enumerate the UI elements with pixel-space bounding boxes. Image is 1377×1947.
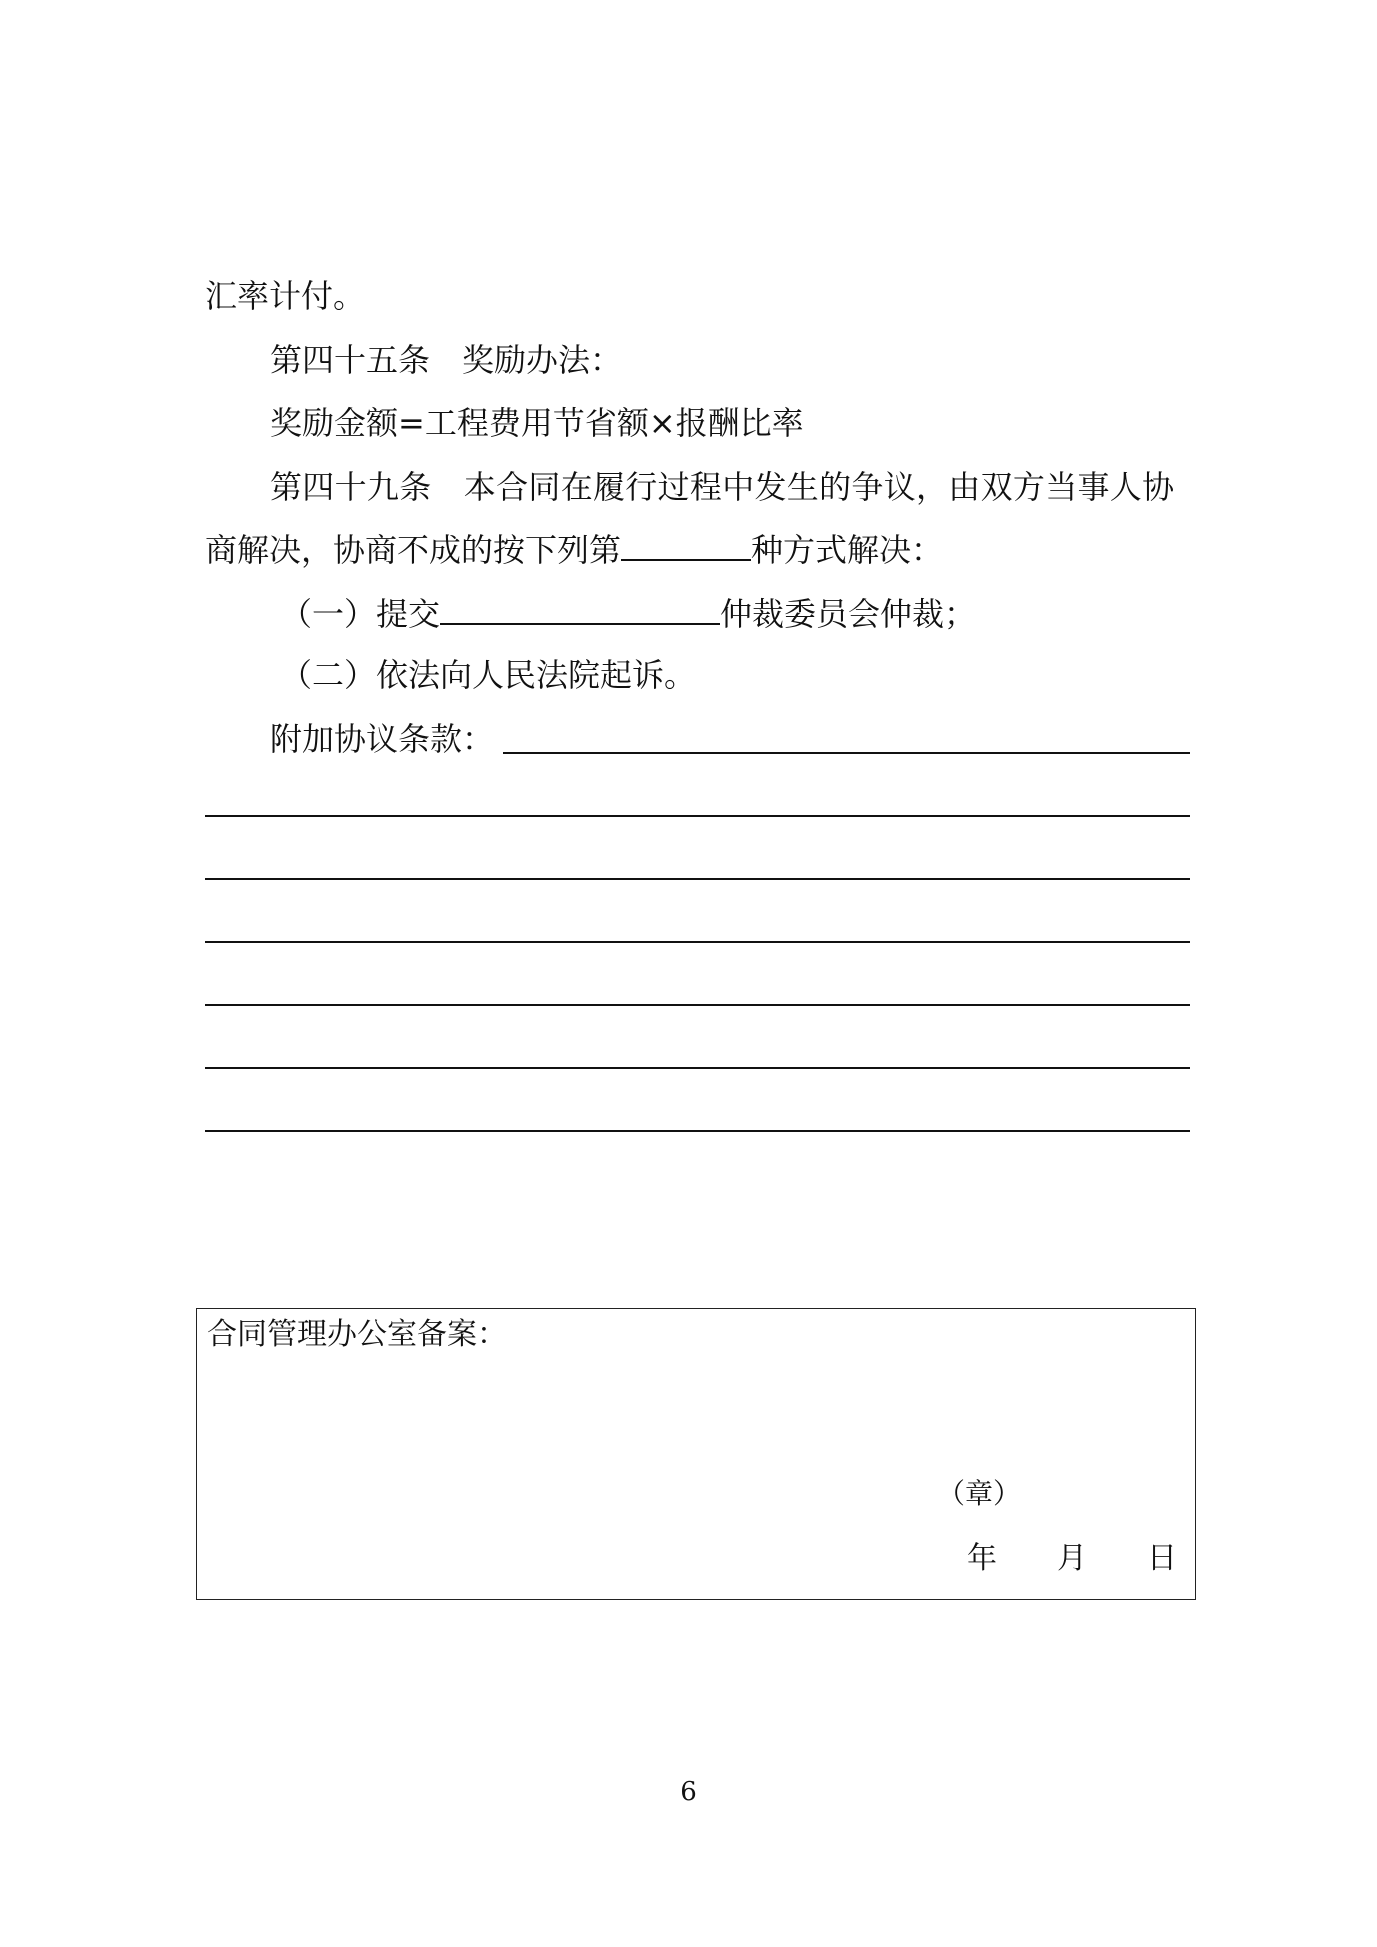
article-45-heading: 第四十五条 奖励办法： <box>270 341 623 379</box>
blank-rule <box>205 941 1190 943</box>
text-line: 汇率计付。 <box>205 277 366 315</box>
arbitration-commission-blank <box>440 593 720 625</box>
blank-rule <box>205 1004 1190 1006</box>
option-1 <box>280 593 1190 634</box>
additional-terms-blank <box>503 752 1190 754</box>
date-month: 月 <box>1057 1541 1087 1576</box>
option-1-prefix: （一）提交 <box>280 595 441 633</box>
blank-rule <box>205 1067 1190 1069</box>
reward-formula: 奖励金额=工程费用节省额×报酬比率 <box>270 404 804 442</box>
article-49-prefix: 商解决，协商不成的按下列第 <box>205 531 622 569</box>
article-49-line-1: 第四十九条 本合同在履行过程中发生的争议，由双方当事人协 <box>270 468 1175 506</box>
additional-terms-label: 附加协议条款： <box>270 720 495 758</box>
article-49-line-2 <box>205 529 1190 570</box>
page-number: 6 <box>680 1777 697 1807</box>
filing-date <box>967 1541 1177 1577</box>
filing-record-box <box>196 1308 1196 1600</box>
method-number-blank <box>621 529 751 561</box>
option-1-suffix: 仲裁委员会仲裁； <box>720 595 977 633</box>
seal-label: （章） <box>937 1477 1022 1510</box>
blank-rule <box>205 878 1190 880</box>
blank-rule <box>205 1130 1190 1132</box>
date-year: 年 <box>967 1541 997 1576</box>
article-49-suffix: 种方式解决： <box>751 531 944 569</box>
filing-title: 合同管理办公室备案： <box>207 1317 507 1352</box>
date-day: 日 <box>1147 1541 1177 1576</box>
option-2: （二）依法向人民法院起诉。 <box>280 656 697 694</box>
blank-rule <box>205 815 1190 817</box>
